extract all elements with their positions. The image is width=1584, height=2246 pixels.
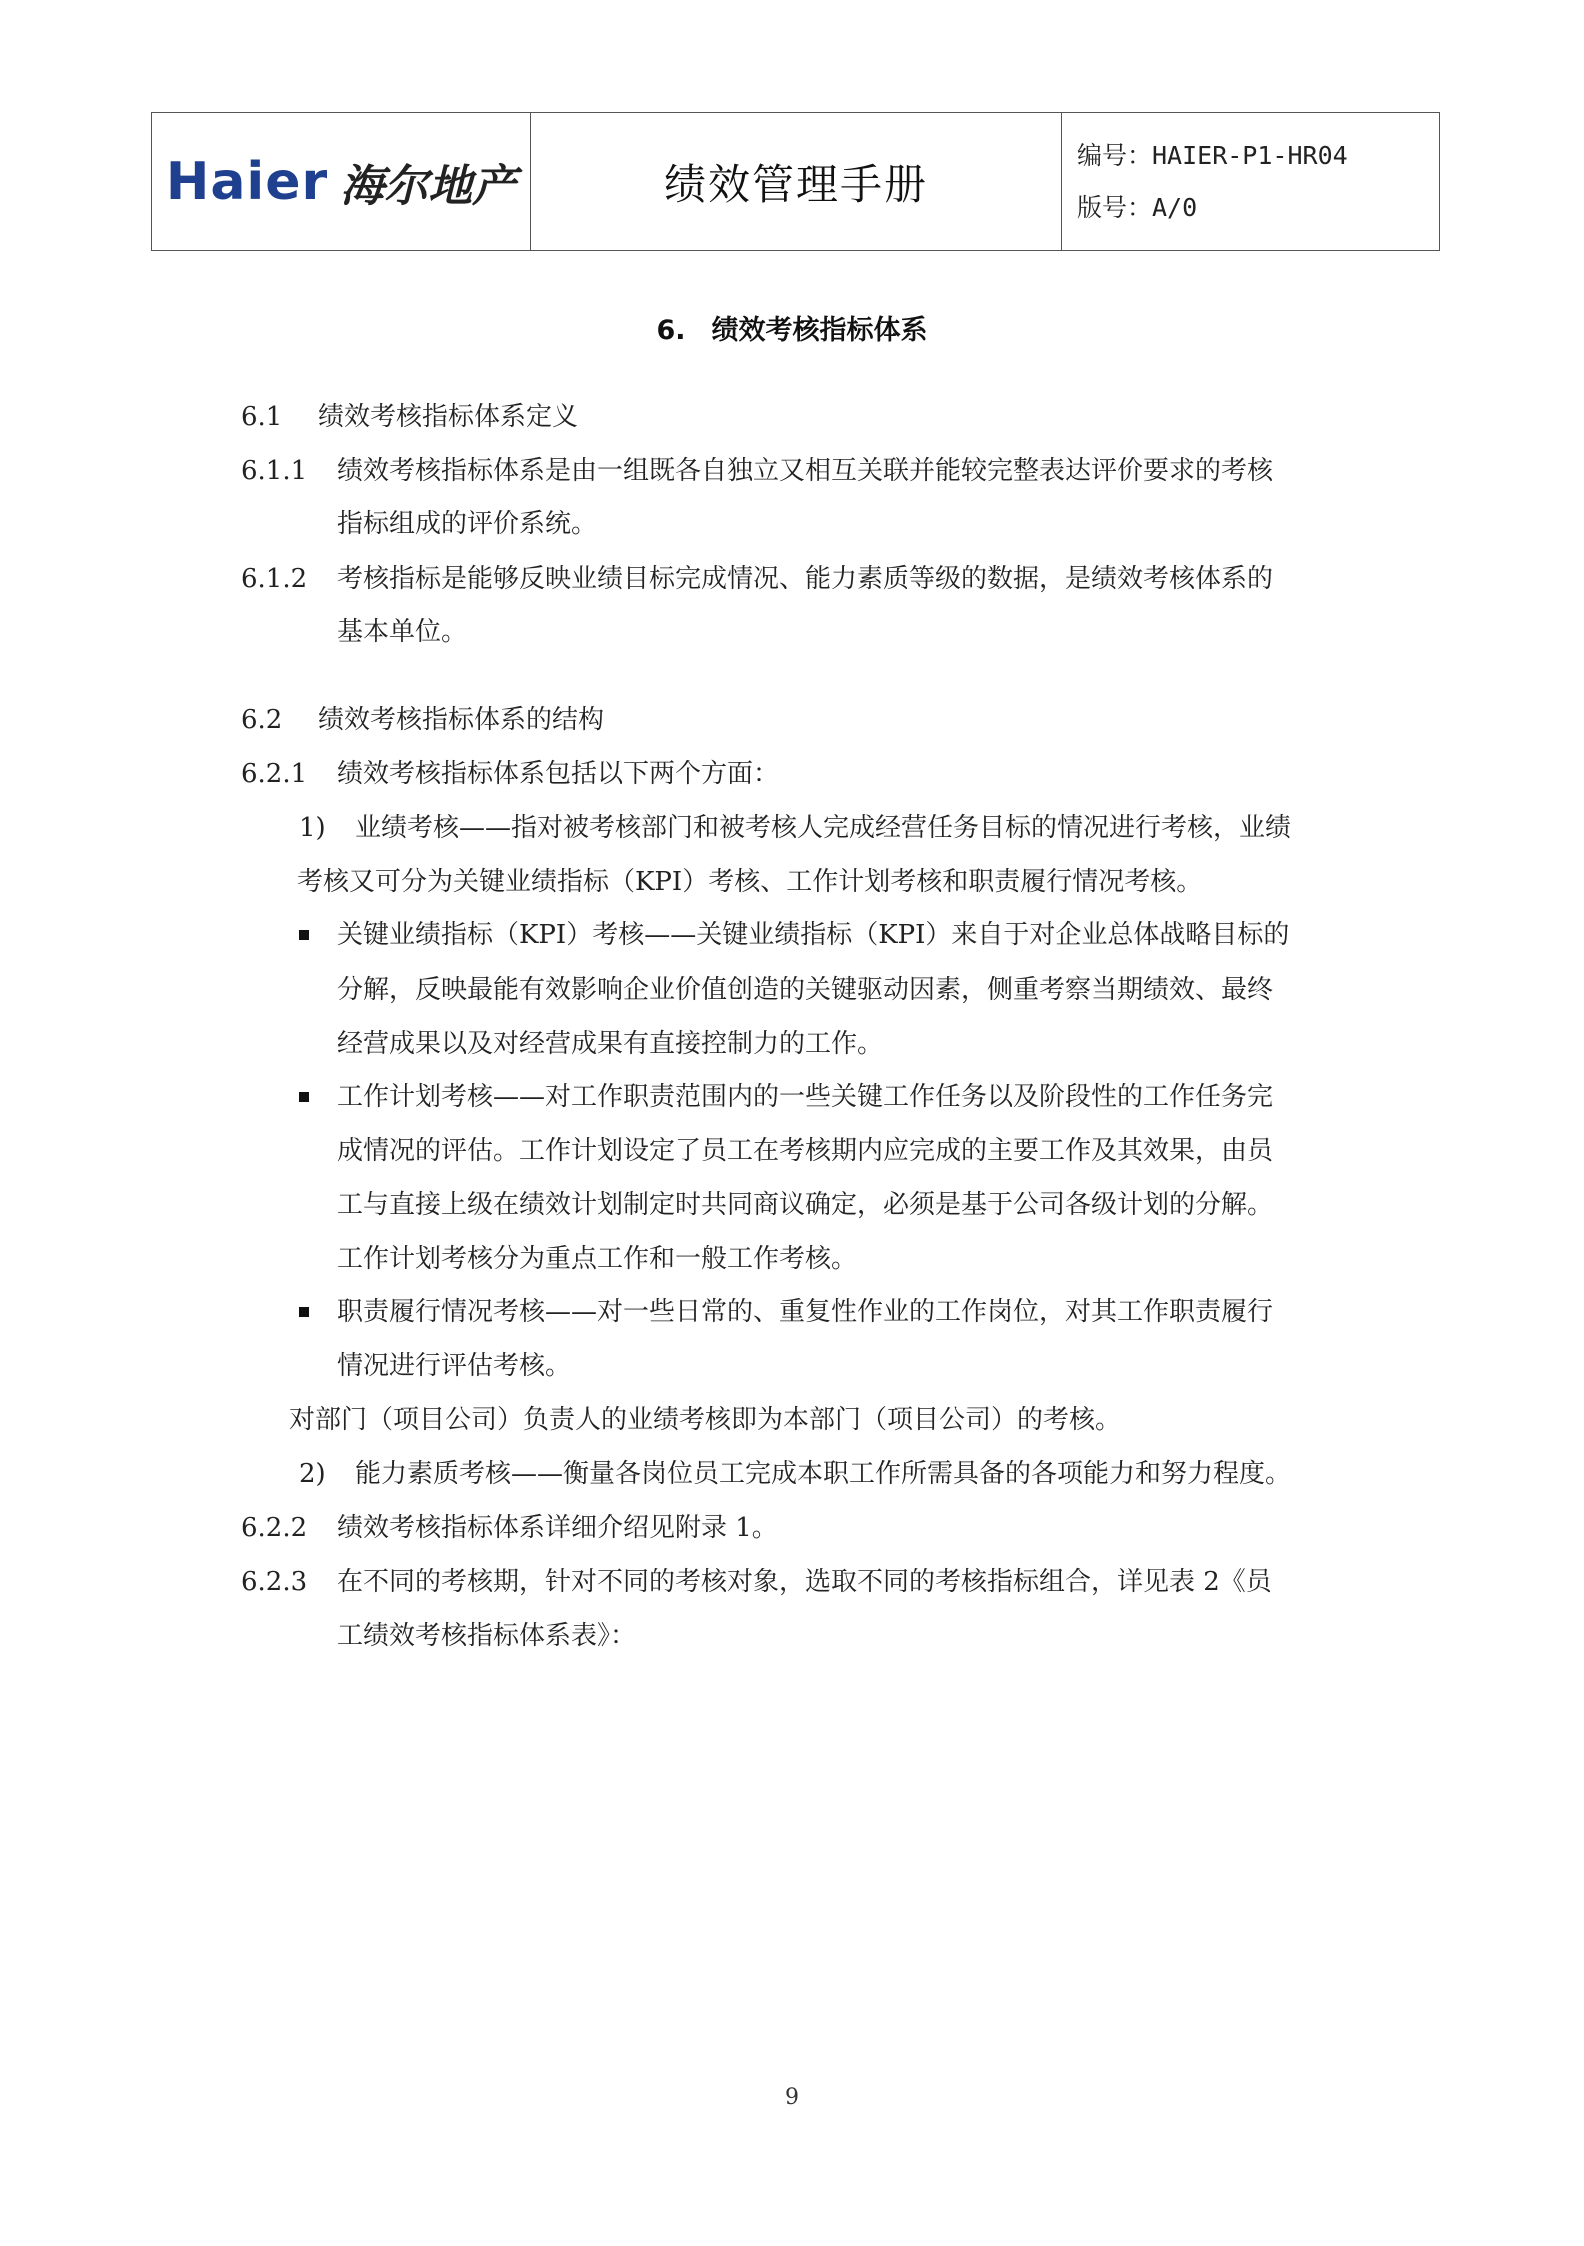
square-bullet-icon xyxy=(299,1307,309,1317)
clause-text-line: 在不同的考核期，针对不同的考核对象，选取不同的考核指标组合，详见表 2《员 xyxy=(337,1567,1272,1597)
clause-text: 绩效考核指标体系包括以下两个方面： xyxy=(337,759,780,789)
page-number: 9 xyxy=(785,2085,799,2110)
document-number: 编号：HAIER-P1-HR04 xyxy=(1077,141,1348,170)
list-item-text: 业绩考核——指对被考核部门和被考核人完成经营任务目标的情况进行考核，业绩 xyxy=(355,813,1292,843)
list-item-number: 2) xyxy=(299,1459,326,1489)
list-item-text: 能力素质考核——衡量各岗位员工完成本职工作所需具备的各项能力和努力程度。 xyxy=(355,1459,1292,1489)
clause-text: 绩效考核指标体系的结构 xyxy=(318,705,605,735)
document-version: 版号：A/0 xyxy=(1077,193,1198,222)
list-item-number: 1) xyxy=(299,813,326,843)
square-bullet-icon xyxy=(299,1092,309,1102)
square-bullet-icon xyxy=(299,930,309,940)
bullet-2-line-4: 工作计划考核分为重点工作和一般工作考核。 xyxy=(337,1244,858,1274)
list-item-1-cont: 考核又可分为关键业绩指标（KPI）考核、工作计划考核和职责履行情况考核。 xyxy=(297,867,1203,897)
section-heading xyxy=(0,308,1584,347)
bullet-2-line-3: 工与直接上级在绩效计划制定时共同商议确定，必须是基于公司各级计划的分解。 xyxy=(337,1190,1274,1220)
clause-6-1-2-cont: 基本单位。 xyxy=(337,617,468,647)
bullet-1-line-2: 分解，反映最能有效影响企业价值创造的关键驱动因素，侧重考察当期绩效、最终 xyxy=(337,975,1274,1005)
clause-6-2-1 xyxy=(241,754,779,794)
clause-number: 6.1 xyxy=(241,402,283,432)
clause-6-1-1-cont: 指标组成的评价系统。 xyxy=(337,509,598,539)
bullet-1-line-1: 关键业绩指标（KPI）考核——关键业绩指标（KPI）来自于对企业总体战略目标的 xyxy=(337,920,1290,950)
bullet-1-line-3: 经营成果以及对经营成果有直接控制力的工作。 xyxy=(337,1029,884,1059)
list-item-2 xyxy=(299,1454,1291,1494)
bullet-3-line-1: 职责履行情况考核——对一些日常的、重复性作业的工作岗位，对其工作职责履行 xyxy=(337,1297,1274,1327)
clause-text-line: 绩效考核指标体系是由一组既各自独立又相互关联并能较完整表达评价要求的考核 xyxy=(337,456,1274,486)
clause-number: 6.1.2 xyxy=(241,564,308,594)
section-number: 6. xyxy=(656,315,686,346)
clause-6-2-3-cont: 工绩效考核指标体系表》： xyxy=(337,1621,637,1651)
bullet-3-line-2: 情况进行评估考核。 xyxy=(337,1351,572,1381)
clause-6-2 xyxy=(241,700,604,740)
clause-text-line: 考核指标是能够反映业绩目标完成情况、能力素质等级的数据，是绩效考核体系的 xyxy=(337,564,1274,594)
title-cell xyxy=(531,113,1062,250)
section-title: 绩效考核指标体系 xyxy=(711,315,928,346)
logo-cell xyxy=(152,113,531,250)
clause-number: 6.2.3 xyxy=(241,1567,308,1597)
clause-6-1 xyxy=(241,397,578,437)
clause-number: 6.1.1 xyxy=(241,456,308,486)
bullet-2-line-2: 成情况的评估。工作计划设定了员工在考核期内应完成的主要工作及其效果，由员 xyxy=(337,1136,1274,1166)
document-title: 绩效管理手册 xyxy=(663,159,928,209)
clause-6-1-2 xyxy=(241,559,1273,599)
clause-text: 绩效考核指标体系定义 xyxy=(318,402,579,432)
clause-6-1-1 xyxy=(241,451,1273,491)
clause-number: 6.2 xyxy=(241,705,283,735)
clause-number: 6.2.2 xyxy=(241,1513,308,1543)
clause-6-2-3 xyxy=(241,1562,1272,1602)
clause-text: 绩效考核指标体系详细介绍见附录 1。 xyxy=(337,1513,778,1543)
clause-6-2-2 xyxy=(241,1508,778,1548)
clause-number: 6.2.1 xyxy=(241,759,308,789)
brand-logo-latin: Haier xyxy=(165,151,329,212)
department-note: 对部门（项目公司）负责人的业绩考核即为本部门（项目公司）的考核。 xyxy=(289,1405,1122,1435)
bullet-2-line-1: 工作计划考核——对工作职责范围内的一些关键工作任务以及阶段性的工作任务完 xyxy=(337,1082,1274,1112)
list-item-1 xyxy=(299,808,1291,848)
meta-cell xyxy=(1062,113,1439,250)
brand-logo-chinese: 海尔地产 xyxy=(340,160,517,212)
header-table xyxy=(151,112,1440,251)
